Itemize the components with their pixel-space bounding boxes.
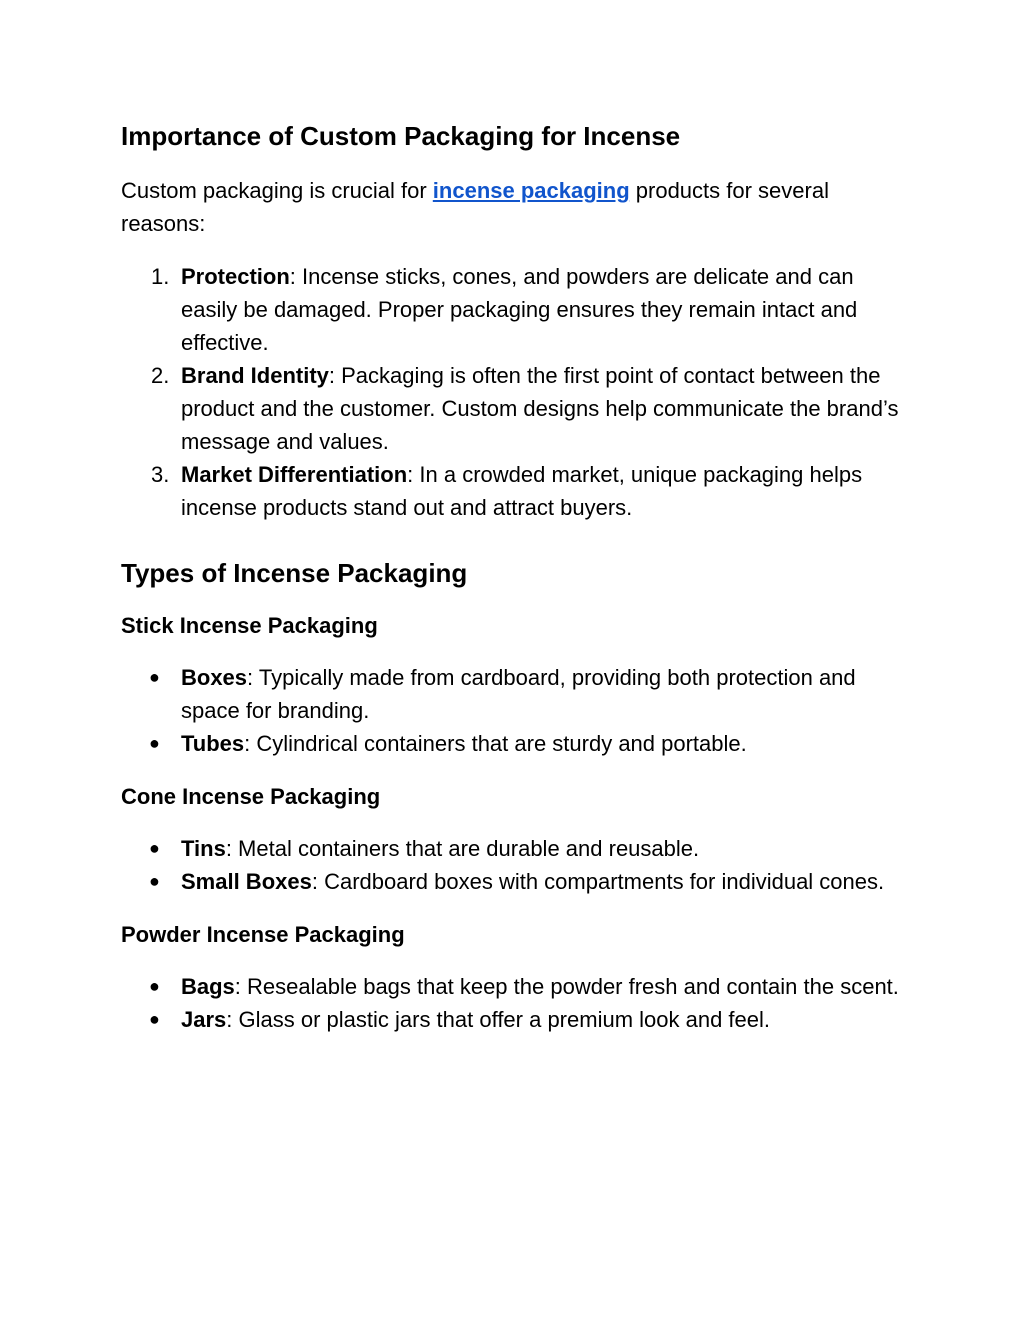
cone-list bbox=[121, 832, 914, 898]
list-item bbox=[121, 260, 914, 359]
powder-list bbox=[121, 970, 914, 1036]
bullet-icon: ● bbox=[149, 871, 160, 891]
importance-list bbox=[121, 260, 914, 524]
item-term: Tins bbox=[181, 836, 226, 861]
list-item bbox=[121, 1003, 914, 1036]
list-item bbox=[121, 661, 914, 727]
list-number: 1. bbox=[151, 264, 170, 289]
item-text: : In a crowded market, unique packaging helps incense products stand out and attract buyers. bbox=[181, 462, 863, 520]
item-term: Jars bbox=[181, 1007, 227, 1032]
item-term: Small Boxes bbox=[181, 869, 312, 894]
item-text: : Metal containers that are durable and reusable. bbox=[225, 836, 700, 861]
cone-heading: Cone Incense Packaging bbox=[121, 784, 381, 809]
item-text: : Cylindrical containers that are sturdy and portable. bbox=[244, 731, 747, 756]
stick-list bbox=[121, 661, 914, 760]
types-heading: Types of Incense Packaging bbox=[121, 558, 468, 588]
bullet-icon: ● bbox=[149, 838, 160, 858]
item-text: : Incense sticks, cones, and powders are delicate and can easily be damaged. Proper packaging ensures they remain intact and effective. bbox=[181, 264, 858, 355]
list-item bbox=[121, 832, 914, 865]
bullet-icon: ● bbox=[149, 976, 160, 996]
bullet-icon: ● bbox=[149, 733, 160, 753]
item-term: Market Differentiation bbox=[181, 462, 408, 487]
item-term: Boxes bbox=[181, 665, 248, 690]
item-text: : Resealable bags that keep the powder fresh and contain the scent. bbox=[234, 974, 899, 999]
bullet-icon: ● bbox=[149, 667, 160, 687]
powder-heading: Powder Incense Packaging bbox=[121, 922, 405, 947]
intro-text-after: products for several reasons: bbox=[121, 178, 829, 236]
item-term: Tubes bbox=[181, 731, 245, 756]
list-item bbox=[121, 727, 914, 760]
list-item bbox=[121, 359, 914, 458]
importance-heading: Importance of Custom Packaging for Incense bbox=[121, 121, 681, 151]
stick-heading: Stick Incense Packaging bbox=[121, 613, 378, 638]
importance-intro bbox=[121, 174, 914, 240]
item-term: Bags bbox=[181, 974, 235, 999]
item-text: : Typically made from cardboard, providing both protection and space for branding. bbox=[181, 665, 856, 723]
item-term: Brand Identity bbox=[181, 363, 329, 388]
intro-text-before: Custom packaging is crucial for bbox=[121, 178, 433, 203]
list-item bbox=[121, 970, 914, 1003]
list-number: 2. bbox=[151, 363, 170, 388]
bullet-icon: ● bbox=[149, 1009, 160, 1029]
incense-packaging-link[interactable]: incense packaging bbox=[432, 178, 630, 203]
list-item bbox=[121, 458, 914, 524]
list-number: 3. bbox=[151, 462, 170, 487]
item-text: : Glass or plastic jars that offer a premium look and feel. bbox=[226, 1007, 771, 1032]
item-term: Protection bbox=[181, 264, 290, 289]
item-text: : Packaging is often the first point of contact between the product and the customer. Custom designs help communicate the brand’s message and values. bbox=[181, 363, 899, 454]
list-item bbox=[121, 865, 914, 898]
item-text: : Cardboard boxes with compartments for individual cones. bbox=[311, 869, 885, 894]
